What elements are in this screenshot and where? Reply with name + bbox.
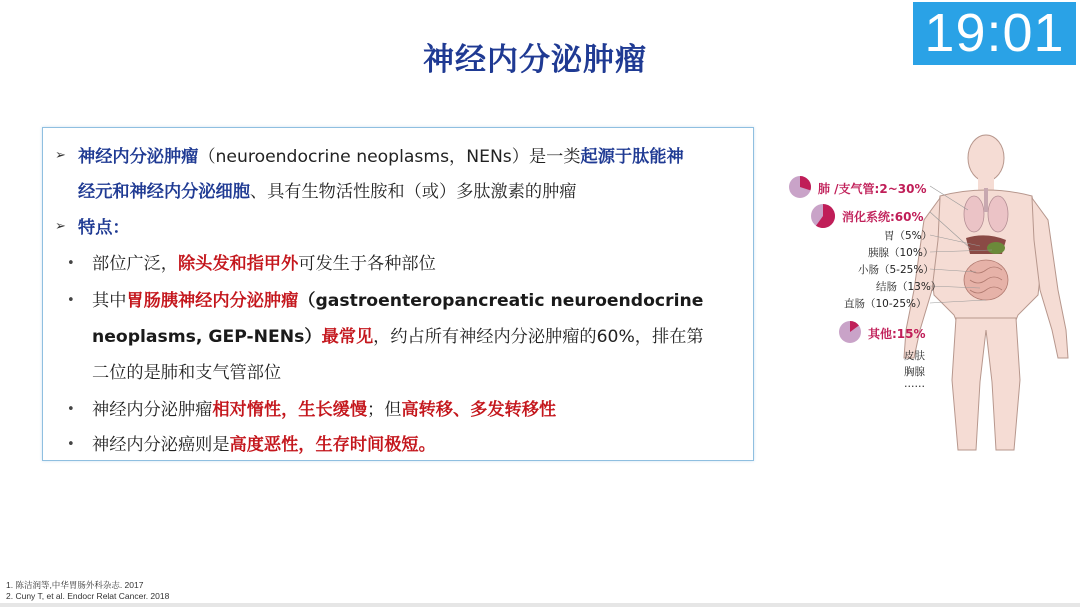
definition-line-2: [78, 180, 576, 204]
reference-2: 2. Cuny T, et al. Endocr Relat Cancer. 2018: [6, 591, 170, 601]
label-ellipsis: ……: [904, 378, 925, 390]
content-box: [42, 127, 754, 461]
features-heading: [78, 216, 130, 240]
reference-1: 1. 陈洁润等,中华胃肠外科杂志. 2017: [6, 580, 144, 590]
footer-bar: [0, 603, 1080, 607]
bullet-2-paren-1: （gastroenteropancreatic neuroendocrine: [298, 291, 704, 311]
label-digestive: 消化系统:60%: [842, 210, 924, 224]
bullet-2-pre: 其中: [92, 291, 127, 311]
bullet-4: [92, 433, 436, 457]
bullet-1-red: 除头发和指甲外: [177, 254, 299, 274]
bullet-3-red-2: 高转移、多发转移性: [401, 400, 557, 420]
bullet-2-paren-2: neoplasms, GEP-NENs）: [92, 327, 322, 347]
bullet-dot-icon: •: [67, 402, 75, 417]
label-stomach: 胃（5%）: [884, 230, 933, 242]
definition-line-1: [78, 145, 684, 169]
definition-term: 神经内分泌肿瘤: [78, 147, 199, 167]
bullet-dot-icon: •: [67, 293, 75, 308]
definition-bold-1: 起源于肽能神: [580, 147, 684, 167]
label-colon: 结肠（13%）: [876, 281, 942, 293]
bullet-3-red-1: 相对惰性，生长缓慢: [212, 400, 368, 420]
bullet-1-post: 可发生于各种部位: [298, 254, 436, 274]
references: [6, 580, 169, 602]
timer-display: 19:01: [913, 2, 1076, 65]
label-rectum: 直肠（10-25%）: [844, 298, 927, 310]
lung-pie-chart: [788, 175, 812, 199]
bullet-3-mid: ；但: [367, 400, 402, 420]
bullet-3: [92, 398, 556, 422]
other-pie-chart: [838, 320, 862, 344]
bullet-dot-icon: •: [67, 437, 75, 452]
bullet-2-post: ，约占所有神经内分泌肿瘤的60%，排在第: [373, 327, 704, 347]
body-figure: [780, 120, 1080, 460]
arrow-bullet-icon: ➢: [55, 219, 66, 234]
definition-rest: 、具有生物活性胺和（或）多肽激素的肿瘤: [249, 182, 577, 202]
label-other: 其他:15%: [868, 327, 926, 341]
bullet-1-pre: 部位广泛，: [92, 254, 178, 274]
bullet-1: [92, 252, 436, 276]
label-small-intestine: 小肠（5-25%）: [858, 264, 934, 276]
label-lung: 肺 /支气管:2~30%: [818, 182, 927, 196]
bullet-2-post-2: 二位的是肺和支气管部位: [92, 363, 282, 383]
bullet-2-line-2: [92, 325, 704, 349]
label-breast: 胸腺: [904, 366, 925, 378]
bullet-2-line-3: [92, 361, 281, 385]
bullet-4-pre: 神经内分泌癌则是: [92, 435, 230, 455]
features-heading-text: 特点：: [78, 218, 130, 238]
label-pancreas: 胰腺（10%）: [868, 247, 934, 259]
definition-paren: （neuroendocrine neoplasms，NENs）是一类: [198, 147, 581, 167]
definition-bold-2: 经元和神经内分泌细胞: [78, 182, 250, 202]
bullet-dot-icon: •: [67, 256, 75, 271]
slide-title: 神经内分泌肿瘤: [423, 42, 647, 78]
arrow-bullet-icon: ➢: [55, 148, 66, 163]
label-skin: 皮肤: [904, 350, 925, 362]
digestive-pie-chart: [810, 203, 836, 229]
bullet-2-red-2: 最常见: [321, 327, 374, 347]
bullet-2-red: 胃肠胰神经内分泌肿瘤: [126, 291, 299, 311]
bullet-3-pre: 神经内分泌肿瘤: [92, 400, 213, 420]
bullet-2-line-1: [92, 289, 703, 313]
bullet-4-red: 高度恶性，生存时间极短。: [229, 435, 436, 455]
